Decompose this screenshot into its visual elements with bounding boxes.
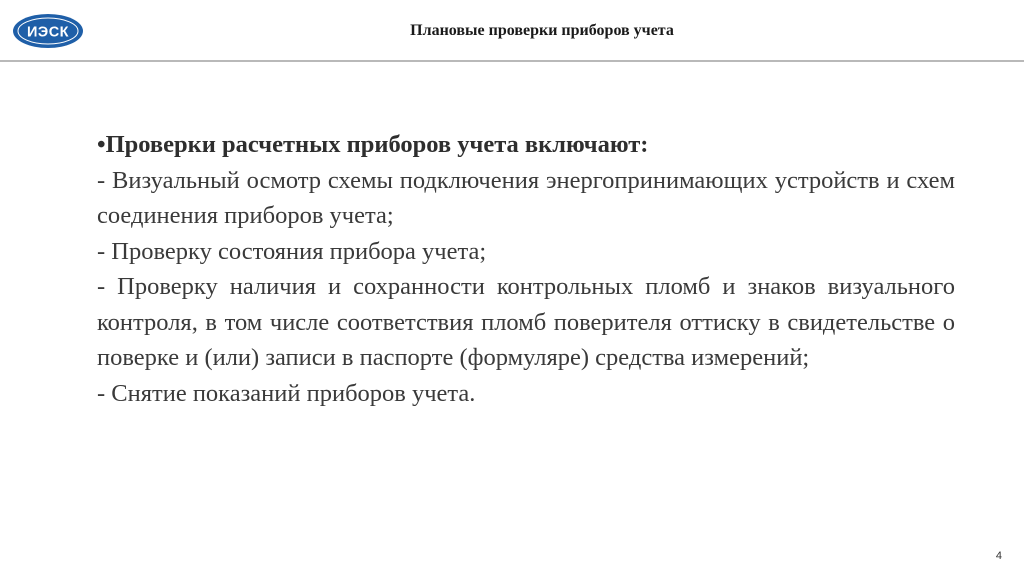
- slide-header: [0, 0, 1024, 62]
- page-title: Плановые проверки приборов учета: [410, 22, 674, 39]
- header-divider: [0, 60, 1024, 62]
- slide-body: [97, 127, 955, 411]
- list-item-visual-inspection: - Визуальный осмотр схемы подключения энергопринимающих устройств и схем соединения приборов учета;: [97, 166, 955, 229]
- logo-text: ИЭСК: [26, 24, 70, 41]
- list-item-readings: - Снятие показаний приборов учета.: [97, 379, 476, 407]
- list-item-meter-state: - Проверку состояния прибора учета;: [97, 237, 487, 265]
- list-item-seals-check: - Проверку наличия и сохранности контрольных пломб и знаков визуального контроля, в том числе соответствия пломб поверителя оттиску в свидетельстве о поверке и (или) записи в паспорте (формуляре) средства измерений;: [97, 273, 955, 371]
- bullet-heading: •Проверки расчетных приборов учета включают:: [97, 131, 649, 158]
- page-number: 4: [995, 550, 1002, 562]
